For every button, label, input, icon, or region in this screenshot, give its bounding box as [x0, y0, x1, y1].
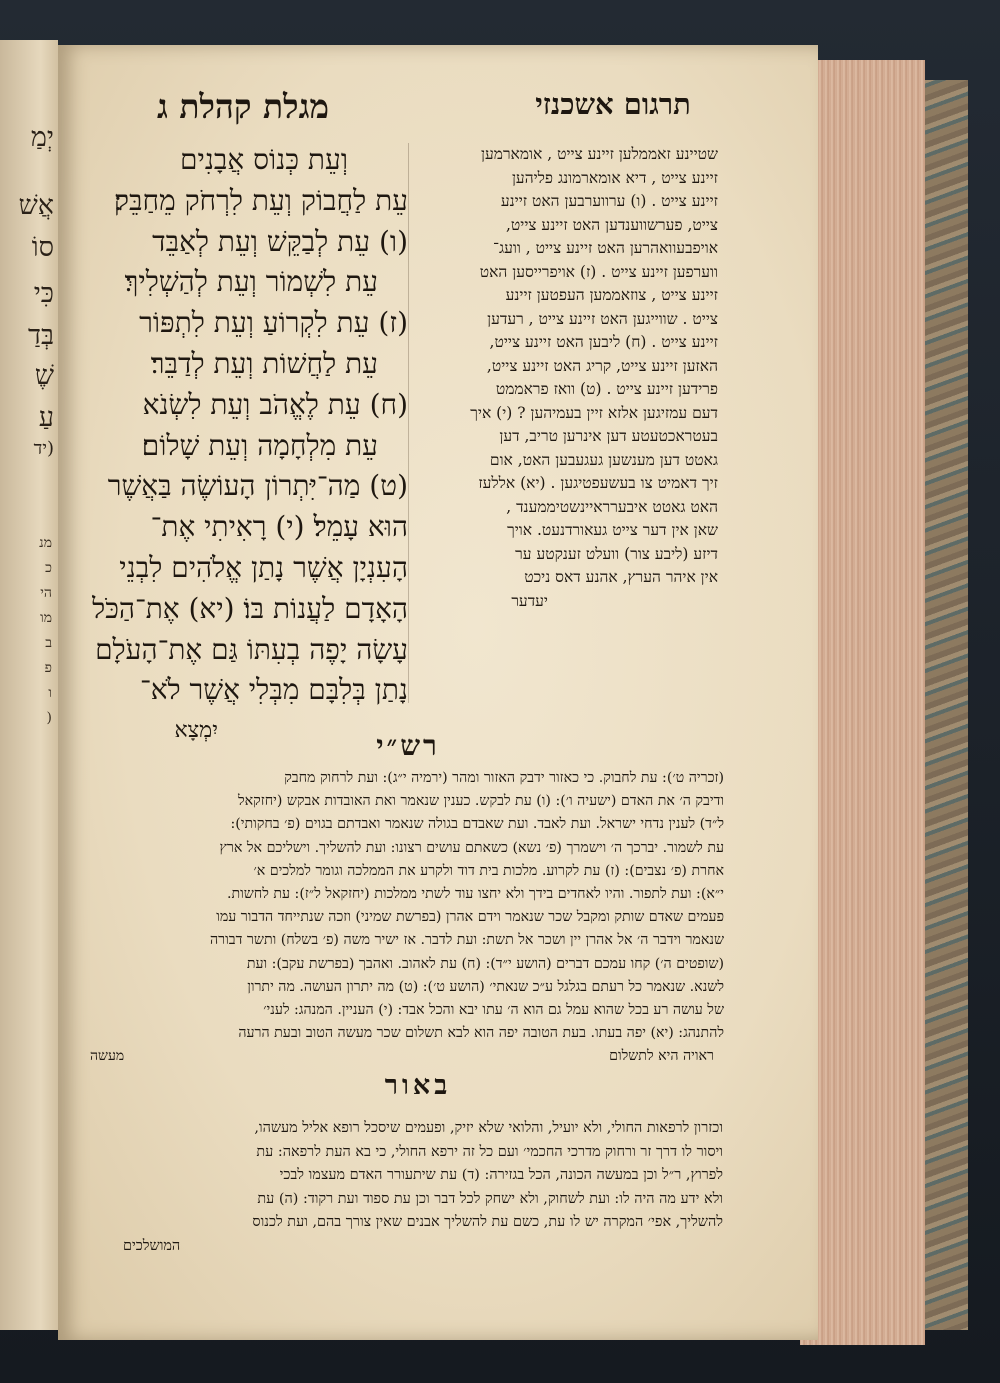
yiddish-line: שאן אין דער צייט געאורדנעט. אויך [507, 521, 718, 539]
rashi-title: רש״י [376, 729, 440, 762]
biur-line: ולא ידע מה היה לו: ועת לשחוק, ולא ישחק לכל דבר וכן עת ספוד ועת רקוד: (ה) עת [257, 1190, 723, 1207]
verse-line: (ו) עֵת לְבַקֵּשׁ וְעֵת לְאַבֵּד [152, 224, 408, 258]
yiddish-line: זיך דאמיט צו בעשעפטיגען . (יא) אללעז [478, 474, 718, 492]
yiddish-line: צייט . שווייגען האט זיינע צייט , רעדען [487, 309, 718, 328]
left-small-fragment: ב [45, 635, 52, 651]
yiddish-line: דעם עמזיגען אלזא זיין בעמיהען ? (י) איך [470, 403, 718, 422]
verse-line: עֵת לַחֲשׁוֹת וְעֵת לְדַבֵּר׃ [150, 346, 378, 380]
yiddish-line: דיזע (ליבע צור) וועלט זענקטע ער [515, 544, 718, 563]
left-small-fragment: כ [45, 560, 52, 576]
verse-line: (ז) עֵת לִקְרוֹעַ וְעֵת לִתְפּוֹר [139, 306, 408, 340]
rashi-line: אחרת (פ׳ נצבים): (ז) עת לקרוע. מלכות בית דוד ולקרע את הממלכה וגומר למלכים א׳ [253, 862, 724, 879]
yiddish-translation-column [403, 143, 718, 613]
yiddish-line: שטיינע זאממלען זיינע צייט , אומארמען [481, 145, 718, 163]
yiddish-line: אין איהר הערץ, אהנע דאס ניכט [524, 568, 718, 586]
rashi-line: לשנא. שנאמר כל רעתם בגלגל ע״כ שנאתי׳ (הושע ט׳): (ט) מה יתרון העושה. מה יתרון [247, 978, 724, 995]
rashi-line: ודיבק ה׳ את האדם (ישעיה ו׳): (ו) עת לבקש. כענין שנאמר ואת האובדות אבקש (יחזקאל [238, 793, 724, 810]
left-fragment: אֲשׁ [18, 190, 54, 221]
yiddish-line: האזען זיינע צייט, קריג האט זיינע צייט, [486, 356, 718, 375]
left-fragment: (יד [33, 438, 54, 459]
left-page-fragment [0, 40, 58, 1330]
rashi-line: (זכריה ט׳): עת לחבוק. כי כאזור ידבק האזור ומהר (ירמיה י״ג): ועת לרחוק מחבק [284, 770, 724, 786]
rashi-line: פעמים שאדם שותק ומקבל שכר שנאמר וידם אהרן (בפרשת שמיני) וזכה שנתייחד הדבור עמו [216, 909, 724, 926]
left-fragment: עַ [38, 402, 54, 433]
left-fragment: יְמַ [30, 122, 54, 153]
verse-line: עֵת לַחֲבוֹק וְעֵת לִרְחֹק מֵחַבֵּק׃ [114, 183, 408, 217]
rashi-line: עת לשמור. יברכך ה׳ וישמרך (פ׳ נשא) כשאתם עושים רצונו: ועת להשליך. וישליכם אל ארץ [219, 839, 724, 856]
verse-line: (ח) עֵת לֶאֱהֹב וְעֵת לִשְׂנֹא [142, 387, 408, 421]
left-small-fragment: ו [48, 685, 52, 701]
yiddish-catchword: יעדער [511, 591, 548, 610]
verse-line: עֵת לִשְׁמוֹר וְעֵת לְהַשְׁלִיךְ׃ [124, 265, 378, 299]
verse-catchword: יִמְצָא [174, 718, 218, 744]
biur-line: להשליך, אפי׳ המקרה יש לו עת, כשם עת להשליך אבנים שאין צורך בהם, ועת לכנוס [252, 1214, 723, 1230]
rashi-line: ל״ד) לענין נדחי ישראל. ועת לאבד. ועת שאבדם בגולה שנאמר ואבדתם בגוים (פ׳ בחקותי): [230, 816, 724, 833]
yiddish-line: זיינע צייט , צוזאממען העפטען זיינע [505, 286, 718, 304]
biur-catchword: המושלכים [123, 1237, 181, 1254]
left-small-fragment: פ [44, 660, 52, 676]
yiddish-line: האט גאטט איבערראיינשטיממענד , [506, 497, 718, 516]
biur-line: וכזרון לרפאות החולי, ולא יועיל, והלואי שלא יזיק, ופעמים שיסכל רופא אליל מעשהו, [254, 1120, 723, 1136]
biur-title: באור [384, 1070, 452, 1101]
left-fragment: סוֹ [31, 232, 54, 263]
rashi-line: (שופטים ה׳) קחו עמכם דברים (הושע י״ד): (ח) עת לאהוב. ואהבך (בפרשת עקב): ועת [246, 955, 724, 972]
verse-line: הָאָדָם לַעֲנוֹת בּוֹ׃ (יא) אֶת־הַכֹּל [92, 591, 408, 625]
biur-line: ויסור לו דרך זר ורחוק מדרכי החכמי׳ ועם כל זה ירפא החולי, כי בא העת לרפאה: עת [256, 1143, 723, 1160]
yiddish-line: ווערפען זיינע צייט . (ז) אויפרייסען האט [479, 262, 718, 281]
biur-commentary [78, 1117, 723, 1258]
biur-line: לפרוץ, ר״ל וכן במעשה הכונה, הכל בגזירה: (ד) עת שיתעורר האדם מעצמו לבכי [279, 1167, 723, 1183]
rashi-line: להתנהג: (יא) יפה בעתו. בעת הטובה יפה הוא לבא תשלום שכר מעשה הטוב ובעת הרעה [238, 1025, 724, 1042]
verse-line: נָתַן בְּלִבָּם מִבְּלִי אֲשֶׁר לֹא־ [139, 673, 408, 707]
yiddish-line: פרידען זיינע צייט . (ט) וואז פראממט [495, 380, 718, 398]
verse-line: עֵת מִלְחָמָה וְעֵת שָׁלוֹם׃ [141, 428, 378, 462]
yiddish-line: זיינע צייט . (ח) ליבען האט זיינע צייט, [489, 333, 718, 351]
left-small-fragment: מנ [39, 535, 52, 551]
header-megillah-title: מגלת קהלת ג [156, 87, 330, 126]
yiddish-line: גאטט דען מענשען געגעבען האט, אום [489, 450, 718, 469]
rashi-commentary [76, 767, 724, 1069]
page-block-edge [800, 60, 925, 1345]
left-fragment: כִּי [33, 278, 54, 309]
rashi-line: י״א): ועת לתפור. והיו לאחדים בידך ולא יחצו עוד לשתי ממלכות (יחזקאל ל״ז): עת לחשות. [226, 886, 724, 903]
column-divider [408, 143, 409, 703]
header-targum-title: תרגום אשכנזי [535, 87, 691, 121]
yiddish-line: בעטראכטעטע דען אינרען טריב, דען [499, 427, 718, 445]
hebrew-verse-column [78, 140, 408, 752]
yiddish-line: זיינע צייט , דיא אומארמונג פליהען [511, 168, 718, 187]
rashi-line: של עושה רע בכל שהוא עמל גם הוא ה׳ עתו יבא והכל אבד: (י) העניין. המנהג: לעני׳ [263, 1002, 724, 1019]
rashi-last-line [76, 1045, 724, 1068]
left-fragment: שֶׁ [34, 360, 54, 391]
left-small-fragment: מו [40, 610, 52, 626]
rashi-line: שנאמר וידבר ה׳ אל אהרן יין ושכר אל תשת: ועת לדבר. אז ישיר משה (פ׳ בשלח) ותשר דבורה [210, 932, 724, 949]
yiddish-line: אויפבעוואהרען האט זיינע צייט , וועג־ [493, 239, 718, 257]
rashi-catchword: מעשה [90, 1048, 125, 1065]
verse-line: הוּא עָמֵל׃ (י) רָאִיתִי אֶת־ [150, 510, 408, 544]
yiddish-line: זיינע צייט . (ו) ערווערבען האט זיינע [500, 192, 718, 210]
rashi-closing-text: ראויה היא לתשלום [609, 1048, 714, 1065]
yiddish-line: צייט, פערשווענדען האט זיינע צייט, [505, 215, 718, 234]
left-small-fragment: ( [46, 710, 52, 726]
verse-line: הָעִנְיָן אֲשֶׁר נָתַן אֱלֹהִים לִבְנֵי [119, 550, 408, 584]
verse-line: עָשָׂה יָפֶה בְעִתּוֹ גַּם אֶת־הָעֹלָם [95, 632, 408, 666]
verse-line: וְעֵת כְּנוֹס אֲבָנִים [180, 143, 348, 176]
book-page [58, 45, 818, 1340]
left-fragment: בְּדַ [28, 320, 54, 351]
left-small-fragment: הי [40, 585, 52, 601]
verse-line: (ט) מַה־יִּתְרוֹן הָעוֹשֶׂה בַּאֲשֶׁר [107, 469, 408, 503]
